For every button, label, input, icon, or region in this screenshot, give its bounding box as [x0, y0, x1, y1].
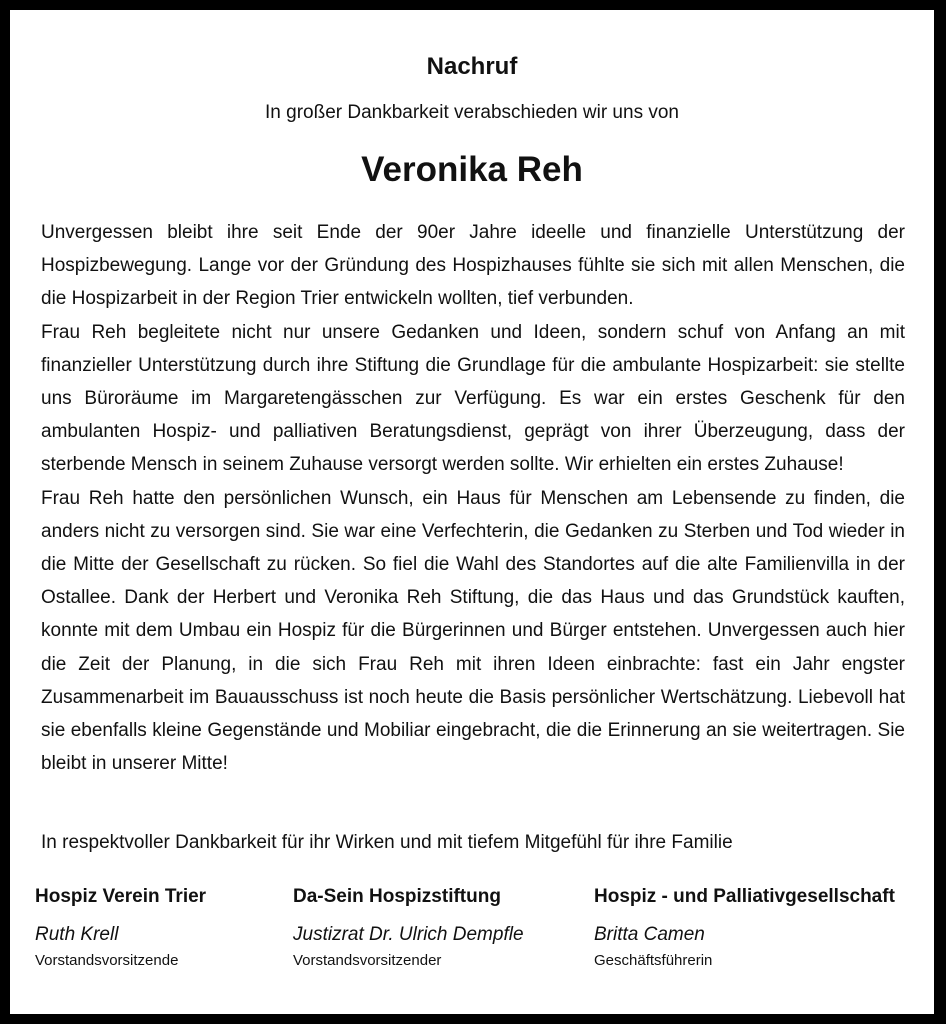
signatory-hospiz-verein [35, 884, 285, 971]
body-paragraph: Unvergessen bleibt ihre seit Ende der 90er Jahre ideelle und finanzielle Unterstützung der Hospizbewegung. Lange vor der Gründung des Hospizhauses fühlte sie sich mit allen Menschen, die die Hospizarbeit in der Region Trier entwickeln wollten, tief verbunden. [41, 222, 905, 310]
signatory-palliativgesellschaft [594, 884, 924, 971]
notice-intro: In großer Dankbarkeit verabschieden wir uns von [265, 102, 679, 123]
deceased-name: Veronika Reh [361, 150, 583, 189]
signatory-role: Vorstandsvorsitzende [35, 952, 179, 969]
signatory-person: Justizrat Dr. Ulrich Dempfle [293, 924, 524, 945]
signatory-da-sein-stiftung [293, 884, 583, 971]
notice-body [41, 216, 905, 780]
signatory-org: Hospiz Verein Trier [35, 886, 207, 907]
obituary-notice [10, 10, 934, 1014]
signatory-org: Da-Sein Hospizstiftung [293, 886, 501, 907]
signatory-person: Britta Camen [594, 924, 705, 945]
signatory-person: Ruth Krell [35, 924, 119, 945]
signatory-role: Vorstandsvorsitzender [293, 952, 442, 969]
notice-heading: Nachruf [426, 53, 518, 80]
signatory-org: Hospiz - und Palliativgesellschaft [594, 886, 895, 907]
signatory-role: Geschäftsführerin [594, 952, 713, 969]
body-paragraph: Frau Reh begleitete nicht nur unsere Gedanken und Ideen, sondern schuf von Anfang an mit finanzieller Unterstützung durch ihre Stiftung die Grundlage für die ambulante Hospizarbeit: sie stellte uns Büroräume im Margaretengässchen zur Verfügung. Es war ein erstes Geschenk für den ambulanten Hospiz- und palliativen Beratungsdienst, geprägt von ihrer Überzeugung, dass der sterbende Mensch in seinem Zuhause versorgt werden sollte. Wir erhielten ein erstes Zuhause! [41, 321, 905, 476]
closing-line: In respektvoller Dankbarkeit für ihr Wirken und mit tiefem Mitgefühl für ihre Familie [41, 832, 733, 853]
body-paragraph: Frau Reh hatte den persönlichen Wunsch, ein Haus für Menschen am Lebensende zu finden, die anders nicht zu versorgen sind. Sie war eine Verfechterin, die Gedanken zu Sterben und Tod wieder in die Mitte der Gesellschaft zu rücken. So fiel die Wahl des Standortes auf die alte Familienvilla in der Ostallee. Dank der Herbert und Veronika Reh Stiftung, die das Haus und das Grundstück kauften, konnte mit dem Umbau ein Hospiz für die Bürgerinnen und Bürger entstehen. Unvergessen auch hier die Zeit der Planung, in die sich Frau Reh mit ihren Ideen einbrachte: fast ein Jahr engster Zusammenarbeit im Bauausschuss ist noch heute die Basis persönlicher Wertschätzung. Liebevoll hat sie ebenfalls kleine Gegenstände und Mobiliar eingebracht, die die Erinnerung an sie weitertragen. Sie bleibt in unserer Mitte! [41, 487, 905, 775]
